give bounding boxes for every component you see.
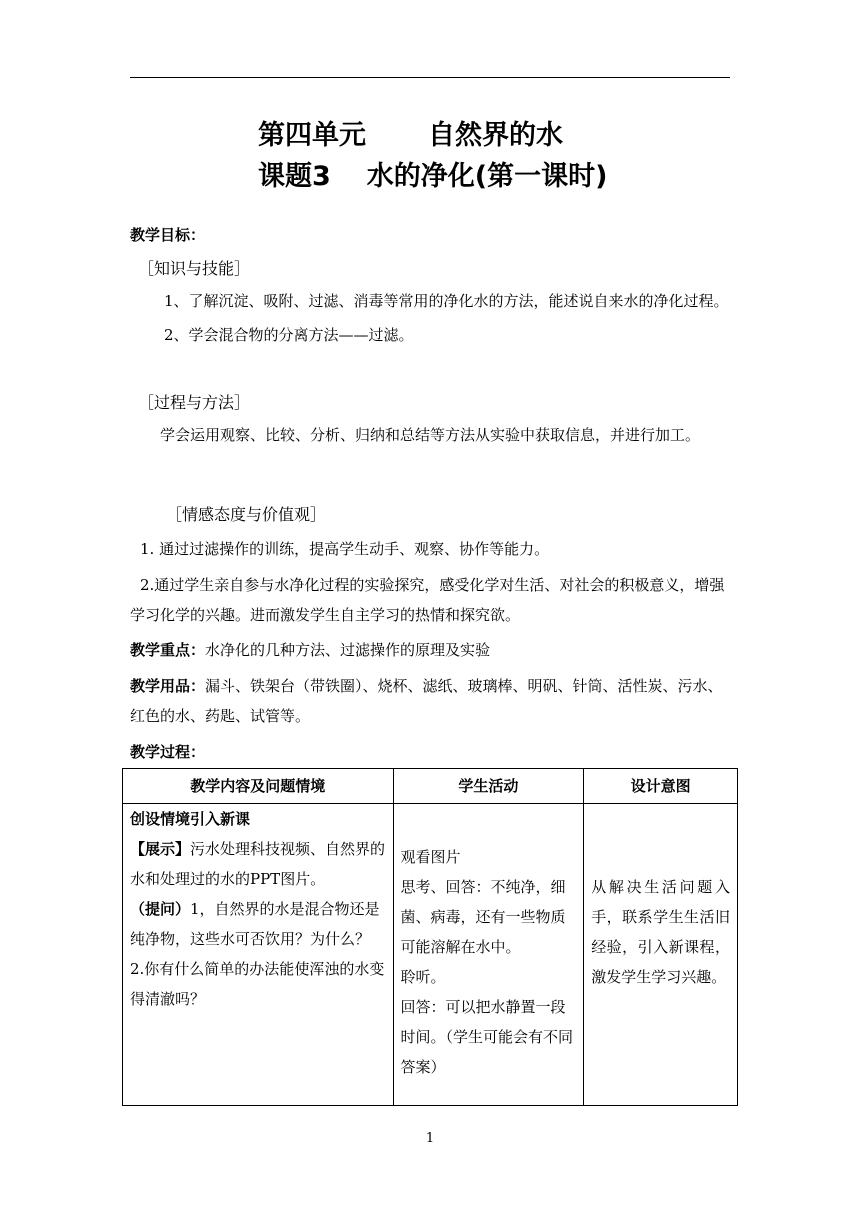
section-intro-title: 创设情境引入新课 [130,810,251,828]
process-heading: 教学过程： [130,743,206,761]
header-rule [130,77,730,78]
table-header-row [123,769,738,804]
page-number: 1 [425,1131,435,1146]
activity-2: 思考、回答：不纯净，细菌、病毒，还有一些物质可能溶解在水中。 [400,878,566,956]
emotion-heading: ［情感态度与价值观］ [166,505,327,524]
unit-title-part2: 自然界的水 [428,120,563,151]
ask-text: 1，自然界的水是混合物还是纯净物，这些水可否饮用？为什么？ [130,900,380,948]
lesson-title [258,154,860,193]
question-2: 2.你有什么简单的办法能使浑浊的水变得清澈吗？ [130,960,385,1008]
show-tag: 【展示】 [130,840,191,858]
process-method-section [130,388,730,450]
activity-1: 观看图片 [400,848,461,866]
column-header-content: 教学内容及问题情境 [123,769,394,804]
materials-text: 漏斗、铁架台（带铁圈）、烧杯、滤纸、玻璃棒、明矾、针筒、活性炭、污水、红色的水、药匙、试管等。 [130,677,723,725]
unit-title-part1: 第四单元 [258,120,366,151]
teaching-process-table [122,768,738,1106]
knowledge-section [130,254,730,350]
emotion-section [130,500,730,630]
materials [130,671,730,731]
key-points-label: 教学重点： [130,641,206,659]
lesson-title-part1: 课题3 [258,161,331,192]
activity-4: 回答：可以把水静置一段时间。（学生可能会有不同答案） [400,998,574,1076]
materials-label: 教学用品： [130,677,206,695]
emotion-item-2: 2.通过学生亲自参与水净化过程的实验探究，感受化学对生活、对社会的积极意义，增强学习化学的兴趣。进而激发学生自主学习的热情和探究欲。 [130,576,725,624]
show-text: 污水处理科技视频、自然界的水和处理过的水的PPT图片。 [130,840,386,888]
objectives-heading-block [130,220,730,250]
knowledge-item-2: 2、学会混合物的分离方法——过滤。 [164,326,414,344]
ask-tag: （提问） [130,900,191,918]
key-points-text: 水净化的几种方法、过滤操作的原理及实验 [205,641,491,659]
process-heading-block [130,737,730,767]
knowledge-item-1: 1、了解沉淀、吸附、过滤、消毒等常用的净化水的方法，能述说自来水的净化过程。 [164,292,729,310]
knowledge-heading: ［知识与技能］ [138,259,251,278]
intent-cell [584,804,738,1106]
process-method-heading: ［过程与方法］ [138,393,251,412]
unit-title [258,113,860,152]
column-header-intent: 设计意图 [584,769,738,804]
activity-3: 聆听。 [400,968,446,986]
objectives-heading: 教学目标： [130,226,206,244]
table-row [123,804,738,1106]
intent-text: 从解决生活问题入手，联系学生生活旧经验，引入新课程，激发学生学习兴趣。 [591,878,730,986]
lesson-title-part2: 水的净化(第一课时) [366,161,608,192]
content-cell [123,804,394,1106]
column-header-activity: 学生活动 [393,769,584,804]
key-points [130,635,730,665]
activity-cell [393,804,584,1106]
process-method-item-1: 学会运用观察、比较、分析、归纳和总结等方法从实验中获取信息，并进行加工。 [160,426,701,444]
emotion-item-1: 1. 通过过滤操作的训练，提高学生动手、观察、协作等能力。 [140,540,550,558]
